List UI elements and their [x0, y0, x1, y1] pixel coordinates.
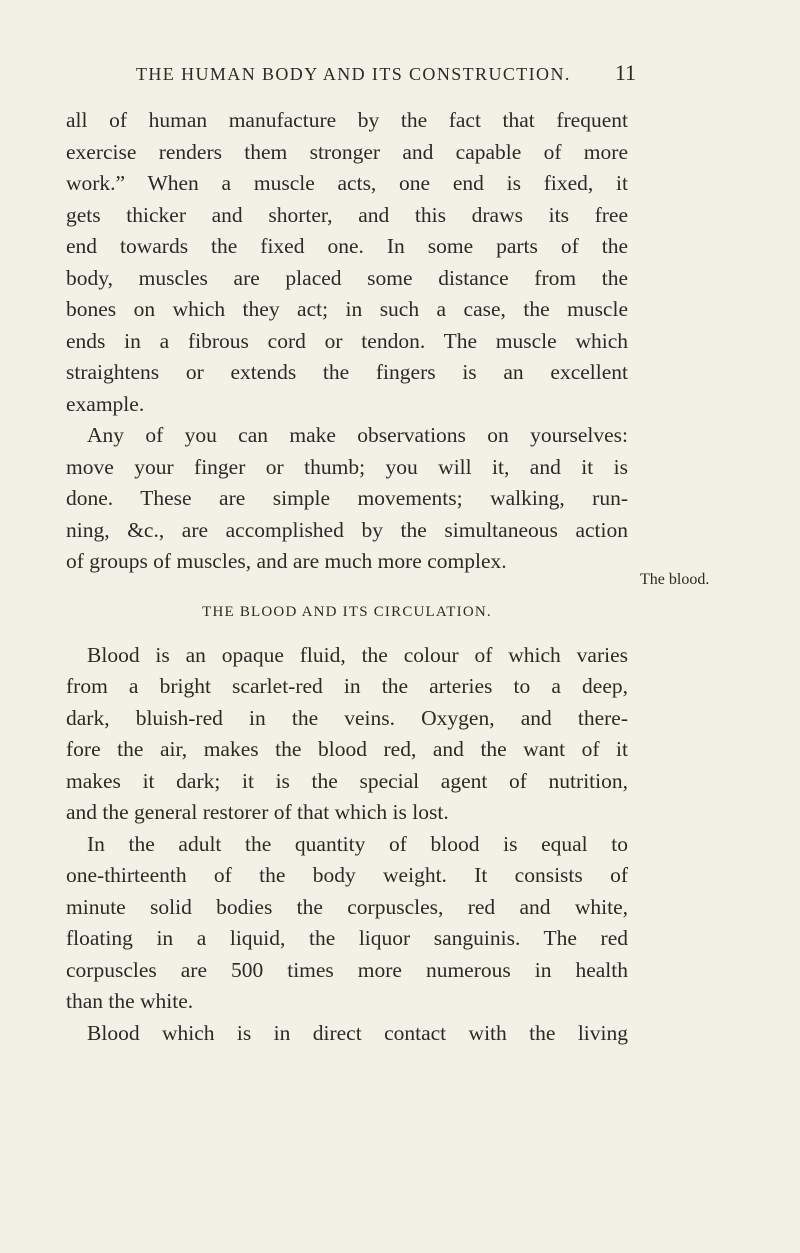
paragraph-blood-contact	[66, 1018, 628, 1050]
paragraph-blood-description	[66, 640, 628, 829]
text-line: end towards the fixed one. In some parts of the	[66, 234, 628, 258]
text-line: bones on which they act; in such a case, the muscle	[66, 297, 628, 321]
running-head	[136, 60, 636, 86]
text-line: exercise renders them stronger and capable of more	[66, 139, 628, 164]
section-heading: THE BLOOD AND ITS CIRCULATION.	[202, 603, 492, 620]
paragraph-observations	[66, 420, 628, 578]
body-text	[66, 105, 628, 1049]
text-line: from a bright scarlet-red in the arteries to a deep,	[66, 674, 628, 698]
text-line: Any of you can make observations on yourselves:	[87, 423, 628, 447]
text-line: fore the air, makes the blood red, and the want of it	[66, 737, 628, 761]
paragraph-muscle-action	[66, 105, 628, 420]
text-line: one-thirteenth of the body weight. It consists of	[66, 863, 628, 887]
running-head-title: THE HUMAN BODY AND ITS CONSTRUCTION.	[136, 64, 571, 84]
text-line: makes it dark; it is the special agent of nutrition,	[66, 768, 628, 793]
text-line: floating in a liquid, the liquor sanguinis. The red	[66, 926, 628, 950]
text-line: of groups of muscles, and are much more complex.	[66, 549, 507, 573]
text-line: example.	[66, 391, 145, 416]
text-line: than the white.	[66, 989, 194, 1013]
text-line: Blood is an opaque fluid, the colour of which varies	[87, 642, 628, 667]
text-line: Blood which is in direct contact with the living	[87, 1020, 628, 1045]
text-line: work.” When a muscle acts, one end is fixed, it	[66, 171, 628, 195]
text-line: straightens or extends the fingers is an excellent	[66, 360, 628, 384]
text-line: and the general restorer of that which is lost.	[66, 800, 449, 824]
text-line: corpuscles are 500 times more numerous in health	[66, 957, 628, 982]
text-line: all of human manufacture by the fact that frequent	[66, 108, 628, 132]
text-line: ning, &c., are accomplished by the simultaneous action	[66, 517, 628, 542]
margin-note: The blood.	[640, 571, 710, 588]
text-line: dark, bluish-red in the veins. Oxygen, and there-	[66, 705, 628, 730]
text-line: move your finger or thumb; you will it, and it is	[66, 454, 628, 479]
text-line: done. These are simple movements; walking, run-	[66, 486, 628, 510]
text-line: In the adult the quantity of blood is equal to	[87, 831, 628, 856]
text-line: body, muscles are placed some distance from the	[66, 265, 628, 290]
text-line: minute solid bodies the corpuscles, red and white,	[66, 894, 628, 919]
paragraph-blood-quantity	[66, 829, 628, 1018]
page-number: 11	[614, 60, 636, 85]
text-line: ends in a fibrous cord or tendon. The muscle which	[66, 328, 628, 353]
text-line: gets thicker and shorter, and this draws its free	[66, 202, 628, 227]
